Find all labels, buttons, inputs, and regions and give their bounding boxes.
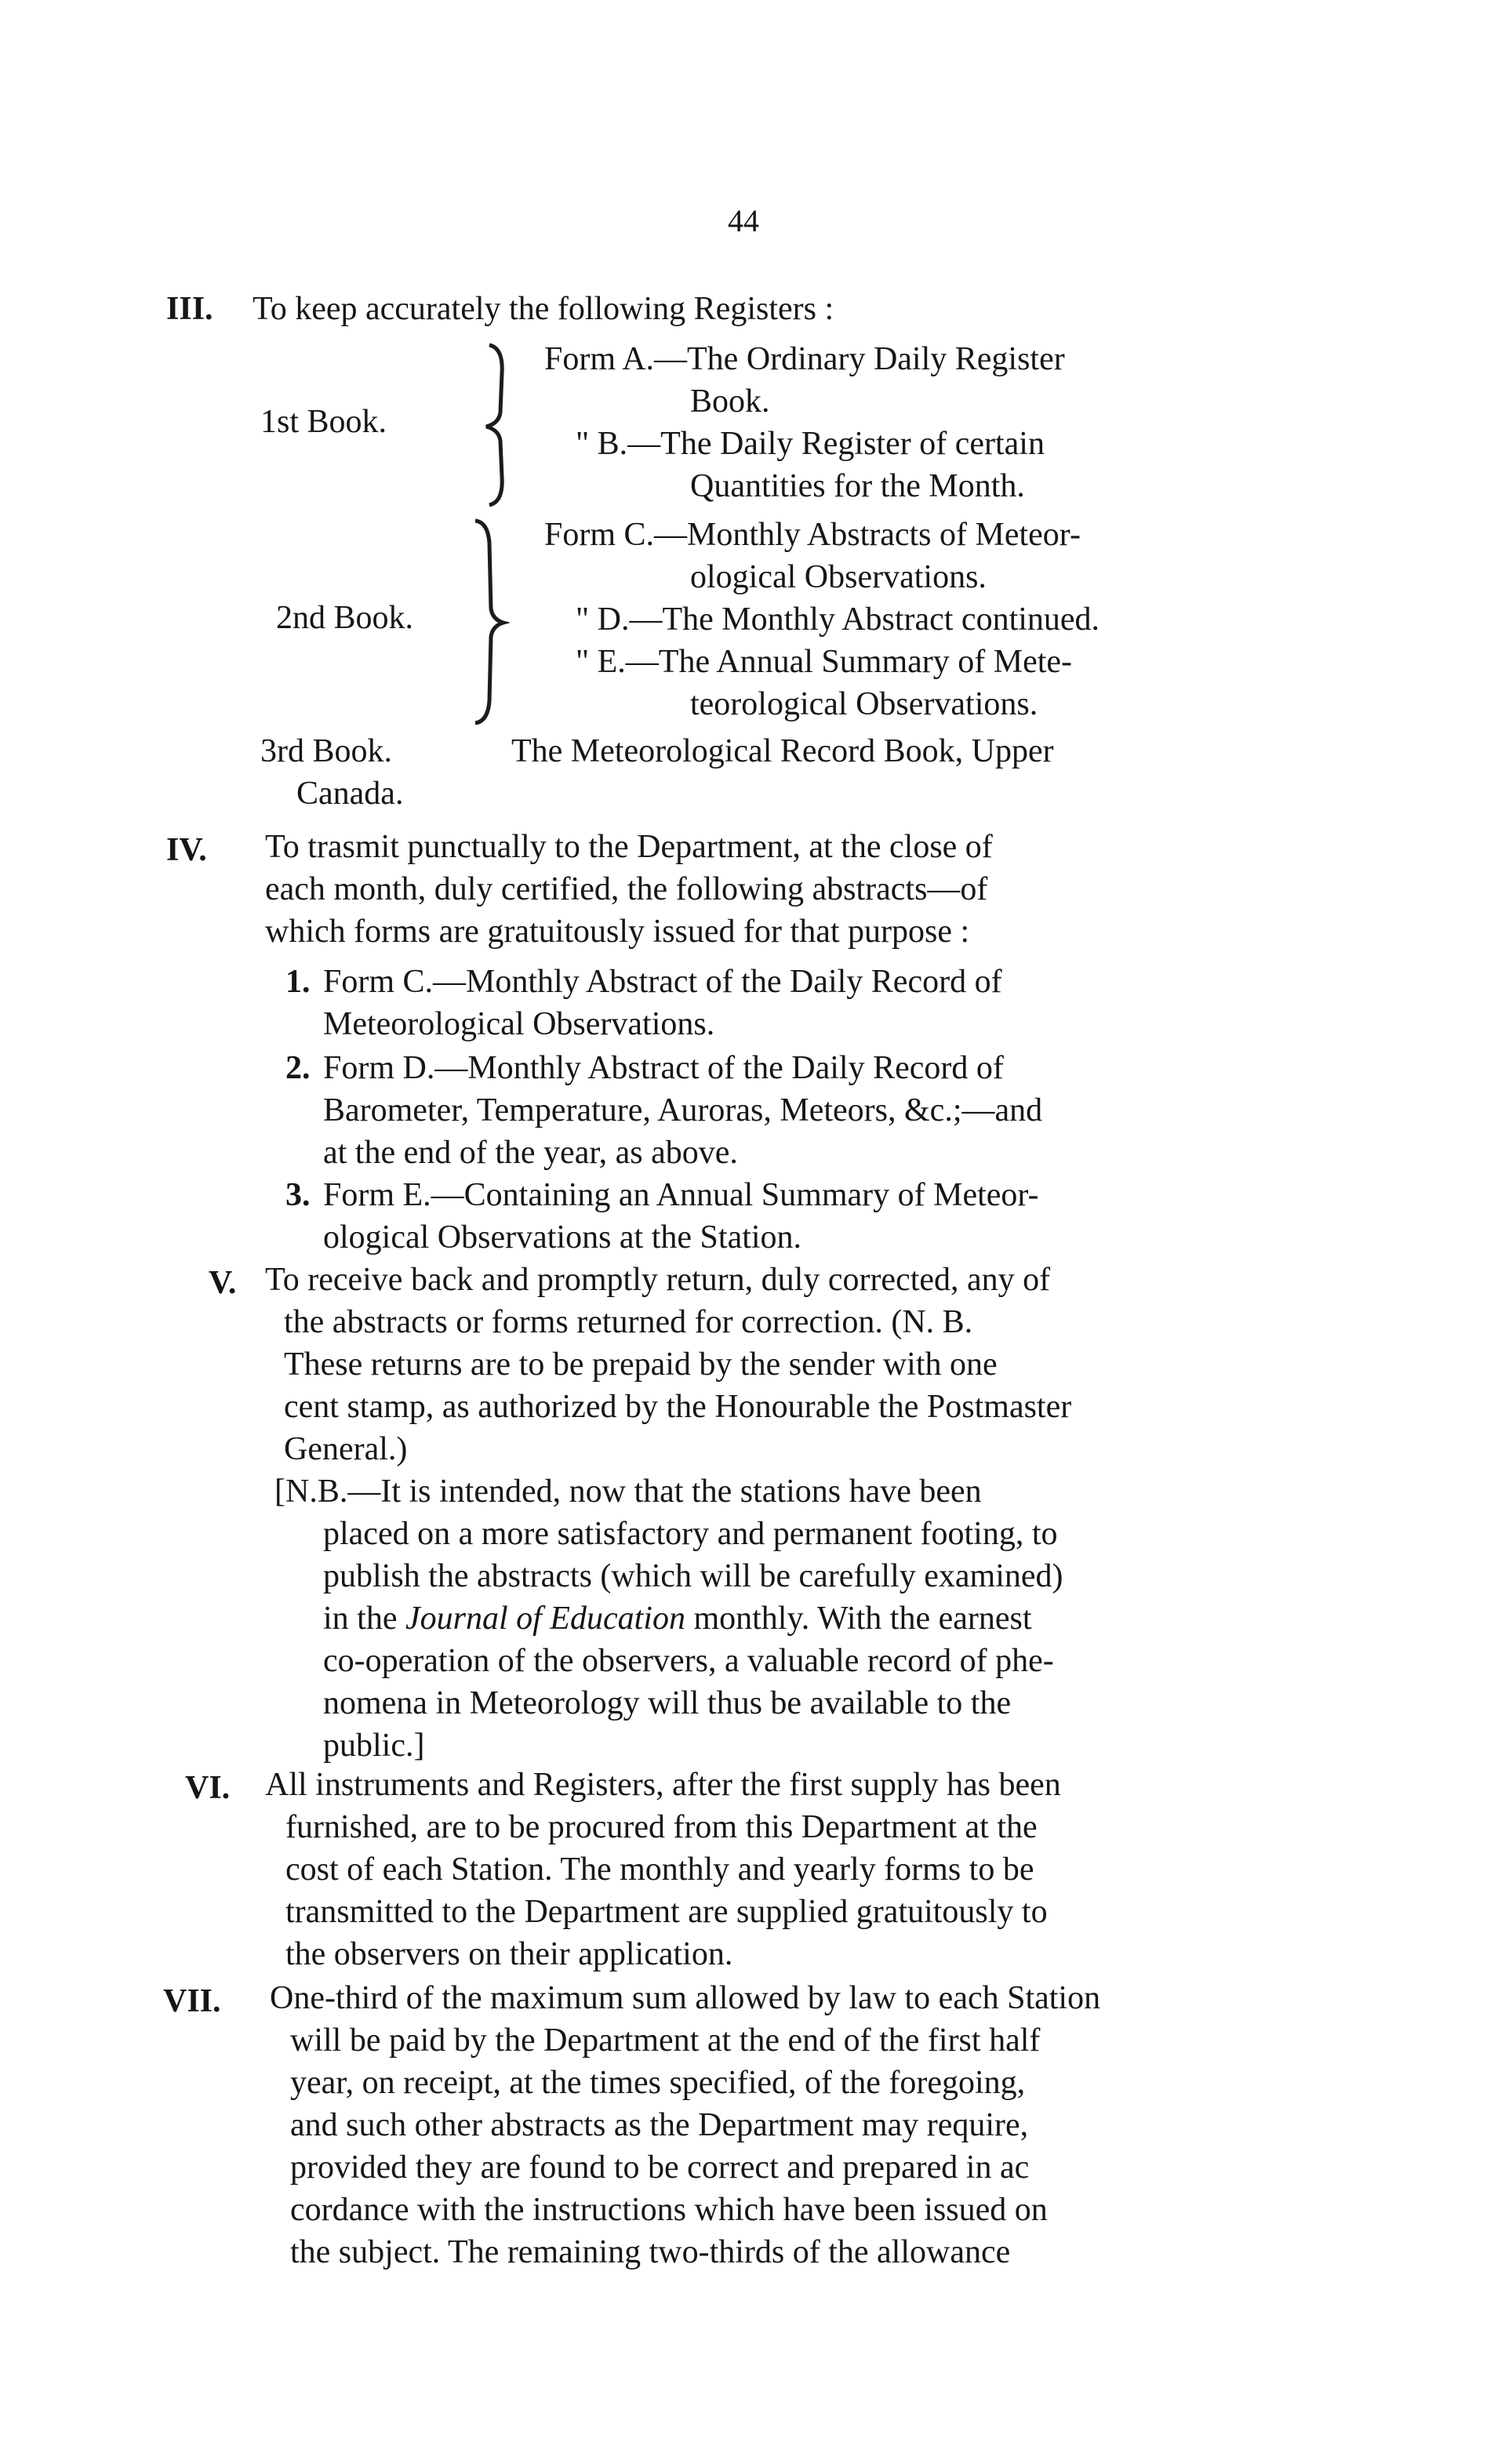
section-VII-line-4: and such other abstracts as the Department may require, [290, 2107, 1029, 2143]
book-3-label: 3rd Book. [260, 733, 392, 769]
section-IV-line-1: To trasmit punctually to the Department, at the close of [265, 829, 993, 865]
book-1-line-3: " B.—The Daily Register of certain [576, 426, 1045, 462]
nb-line-3: publish the abstracts (which will be carefully examined) [323, 1558, 1063, 1594]
book-1-line-2: Book. [690, 383, 770, 420]
section-VII-line-3: year, on receipt, at the times specified, of the foregoing, [290, 2065, 1026, 2101]
page-number: 44 [728, 203, 759, 238]
section-VII-line-5: provided they are found to be correct and prepared in ac [290, 2150, 1030, 2186]
book-2-label: 2nd Book. [276, 600, 414, 636]
section-VI-line-4: transmitted to the Department are supplied gratuitously to [285, 1894, 1048, 1930]
item-3-number: 3. [285, 1177, 311, 1213]
section-VI-line-1: All instruments and Registers, after the first supply has been [265, 1767, 1061, 1803]
section-VI-line-2: furnished, are to be procured from this Department at the [285, 1809, 1038, 1845]
book-2-line-2: ological Observations. [690, 559, 987, 595]
section-V-numeral: V. [209, 1265, 237, 1301]
item-2-line-2: Barometer, Temperature, Auroras, Meteors, &c.;—and [323, 1092, 1043, 1128]
section-V-line-1: To receive back and promptly return, duly corrected, any of [265, 1262, 1051, 1298]
nb-journal-pre: in the [323, 1601, 405, 1637]
item-2-line-3: at the end of the year, as above. [323, 1135, 738, 1171]
section-VII-line-6: cordance with the instructions which have been issued on [290, 2192, 1048, 2228]
section-V-line-4: cent stamp, as authorized by the Honourable the Postmaster [284, 1389, 1072, 1425]
nb-line-2: placed on a more satisfactory and permanent footing, to [323, 1516, 1058, 1552]
section-VI-line-5: the observers on their application. [285, 1936, 733, 1972]
section-V-line-3: These returns are to be prepaid by the sender with one [284, 1346, 998, 1383]
item-1-line-2: Meteorological Observations. [323, 1006, 715, 1042]
nb-line-4 [323, 1598, 1032, 1639]
book-1-line-4: Quantities for the Month. [690, 468, 1025, 504]
book-2-brace [471, 516, 510, 728]
book-1-label: 1st Book. [260, 404, 387, 440]
section-IV-line-3: which forms are gratuitously issued for that purpose : [265, 914, 970, 950]
section-V-line-5: General.) [284, 1431, 408, 1467]
book-1-brace [480, 342, 519, 508]
book-3-line-1: The Meteorological Record Book, Upper [511, 733, 1054, 769]
nb-line-5: co-operation of the observers, a valuable record of phe- [323, 1643, 1054, 1679]
section-VII-line-2: will be paid by the Department at the end of the first half [290, 2022, 1041, 2059]
section-III-numeral: III. [166, 291, 213, 327]
item-2-number: 2. [285, 1050, 311, 1086]
section-VII-numeral: VII. [163, 1983, 221, 2019]
nb-line-1: [N.B.—It is intended, now that the stations have been [274, 1474, 982, 1510]
item-1-number: 1. [285, 964, 311, 1000]
book-2-line-4: " E.—The Annual Summary of Mete- [576, 644, 1073, 680]
section-IV-line-2: each month, duly certified, the following abstracts—of [265, 871, 988, 907]
item-1-line-1: Form C.—Monthly Abstract of the Daily Record of [323, 964, 1002, 1000]
section-VII-line-1: One-third of the maximum sum allowed by law to each Station [270, 1980, 1101, 2016]
nb-line-7: public.] [323, 1728, 425, 1764]
item-3-line-2: ological Observations at the Station. [323, 1219, 802, 1256]
journal-title: Journal of Education [405, 1601, 685, 1637]
section-VI-numeral: VI. [185, 1770, 231, 1806]
book-1-line-1: Form A.—The Ordinary Daily Register [544, 341, 1065, 377]
section-IV-numeral: IV. [166, 832, 207, 868]
nb-journal-post: monthly. With the earnest [685, 1601, 1032, 1637]
item-3-line-1: Form E.—Containing an Annual Summary of Meteor- [323, 1177, 1039, 1213]
section-III-intro: To keep accurately the following Registers : [253, 291, 834, 327]
book-3-line-2: Canada. [296, 776, 404, 812]
book-2-line-3: " D.—The Monthly Abstract continued. [576, 601, 1100, 638]
item-2-line-1: Form D.—Monthly Abstract of the Daily Record of [323, 1050, 1004, 1086]
nb-line-6: nomena in Meteorology will thus be available to the [323, 1685, 1012, 1721]
section-VII-line-7: the subject. The remaining two-thirds of the allowance [290, 2234, 1011, 2270]
section-V-line-2: the abstracts or forms returned for correction. (N. B. [284, 1304, 973, 1340]
book-2-line-5: teorological Observations. [690, 686, 1038, 722]
section-VI-line-3: cost of each Station. The monthly and yearly forms to be [285, 1852, 1034, 1888]
book-2-line-1: Form C.—Monthly Abstracts of Meteor- [544, 517, 1081, 553]
